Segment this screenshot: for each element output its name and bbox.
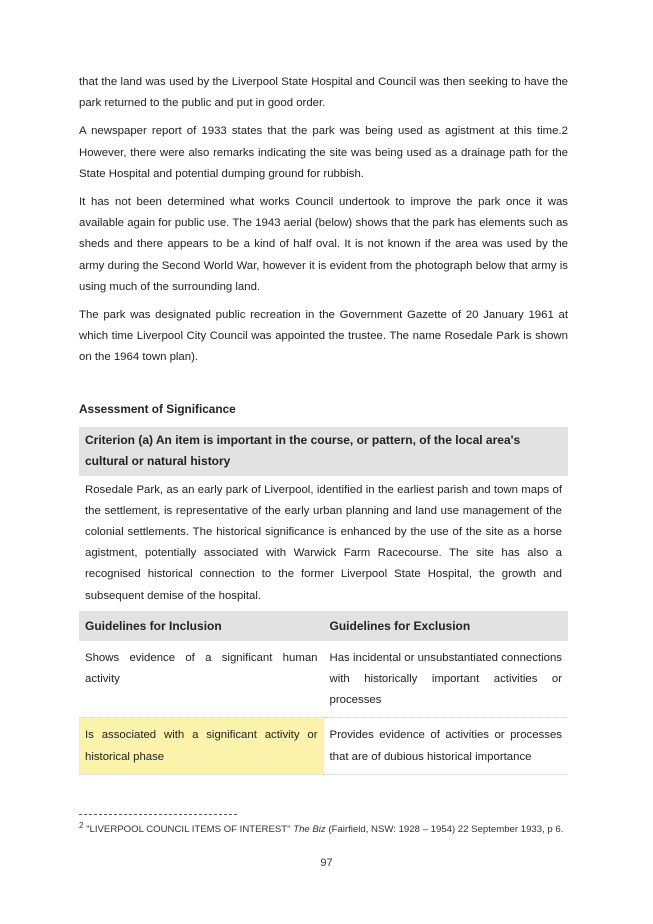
inclusion-header: Guidelines for Inclusion: [79, 611, 324, 641]
footnote-rule: [79, 814, 237, 815]
guidelines-table: [79, 611, 568, 775]
page-number: 97: [320, 857, 333, 869]
inclusion-cell-highlighted: Is associated with a significant activity or historical phase: [79, 718, 324, 774]
table-row: [79, 718, 568, 774]
table-row: [79, 641, 568, 718]
exclusion-cell: Has incidental or unsubstantiated connections with historically important activities or processes: [324, 641, 569, 718]
footnote-source: The Biz: [293, 824, 326, 836]
body-paragraph: The park was designated public recreation in the Government Gazette of 20 January 1961 at which time Liverpool City Council was appointed the trustee. The name Rosedale Park is shown on the 1964 town plan).: [79, 309, 568, 364]
exclusion-cell: Provides evidence of activities or processes that are of dubious historical importance: [324, 718, 569, 774]
footnote: [79, 819, 571, 836]
guidelines-header-row: [79, 611, 568, 641]
section-heading: Assessment of Significance: [79, 401, 236, 416]
footnote-quote: "LIVERPOOL COUNCIL ITEMS OF INTEREST": [86, 824, 291, 836]
body-paragraph: It has not been determined what works Council undertook to improve the park once it was available again for public use. The 1943 aerial (below) shows that the park has elements such as sheds and there appears to be a kind of half oval. It is not known if the area was used by the army during the Second World War, however it is evident from the photograph below that army is using much of the surrounding land.: [79, 196, 568, 293]
criterion-text: Rosedale Park, as an early park of Liverpool, identified in the earliest parish and town maps of the settlement, is representative of the early urban planning and land use management of the colonial settlements. The historical significance is enhanced by the use of the site as a horse agistment, potentially associated with Warwick Farm Racecourse. The site has also a recognised historical connection to the former Liverpool State Hospital, the growth and subsequent demise of the hospital.: [85, 483, 562, 602]
document-page: [79, 72, 568, 775]
body-paragraph: that the land was used by the Liverpool State Hospital and Council was then seeking to have the park returned to the public and put in good order.: [79, 76, 568, 110]
exclusion-header: Guidelines for Exclusion: [324, 611, 569, 641]
inclusion-cell: Shows evidence of a significant human activity: [79, 641, 324, 718]
footnote-marker: 2: [79, 821, 84, 830]
body-paragraph: A newspaper report of 1933 states that the park was being used as agistment at this time.2 However, there were also remarks indicating the site was being used as a drainage path for the State Hospital and potential dumping ground for rubbish.: [79, 125, 568, 180]
footnote-details: (Fairfield, NSW: 1928 – 1954) 22 September 1933, p 6.: [328, 824, 564, 836]
criterion-title: Criterion (a) An item is important in the course, or pattern, of the local area's cultural or natural history: [79, 427, 568, 476]
